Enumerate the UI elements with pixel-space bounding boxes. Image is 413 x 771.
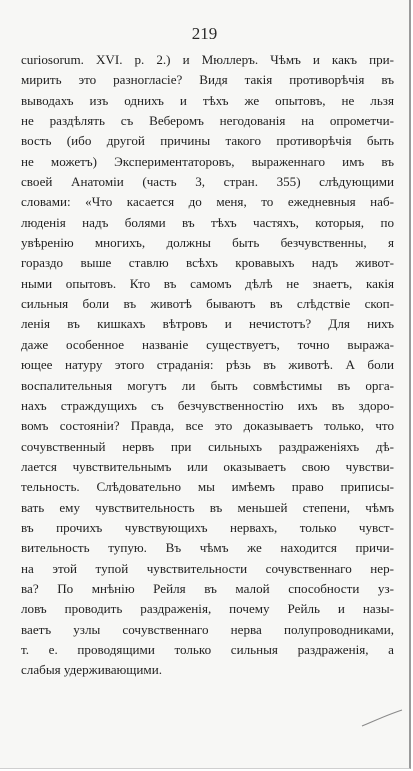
text-line-14: ленія въ кишкахъ вѣтровъ и нечистотъ? Для нихъ: [21, 316, 394, 332]
text-line-25: вительность тупую. Въ чѣмъ же находится причи-: [21, 540, 394, 556]
text-line-8: словами: «Что касается до меня, то ежедневныя наб-: [21, 194, 394, 210]
text-line-4: не раздѣлять съ Веберомъ негодованія на опрометчи-: [21, 113, 394, 129]
text-line-7: своей Анатоміи (часть 3, стран. 355) слѣдующими: [21, 174, 394, 190]
text-line-17: воспалительныя могутъ ли быть совмѣстимы въ орга-: [21, 377, 394, 393]
text-line-9: люденія надъ болями въ тѣхъ частяхъ, которыя, по: [21, 214, 394, 230]
text-line-1: curiosorum. XVI. p. 2.) и Мюллеръ. Чѣмъ и какъ при-: [21, 52, 394, 67]
text-line-19: вомъ состояніи? Правда, все это доказываетъ только, что: [21, 418, 394, 434]
text-line-3: выводахъ изъ однихъ и тѣхъ же опытовъ, не льзя: [21, 92, 394, 108]
text-line-13: сильныя боли въ животѣ бываютъ въ слѣдствіе скоп-: [21, 296, 394, 312]
text-line-15: даже особенное названіе существуетъ, точно выража-: [21, 336, 394, 352]
text-line-18: нахъ страждущихъ съ безчувственностію ихъ въ здоро-: [21, 397, 394, 413]
text-line-27: ва? По мнѣнію Рейля въ малой способности уз-: [21, 580, 394, 596]
text-line-5: вость (ибо другой причины такого противорѣчія быть: [21, 133, 394, 149]
text-line-26: на этой тупой чувствительности сочувственнаго нер-: [21, 560, 394, 576]
text-line-21: лается чувствительнымъ или оказываетъ свою чувстви-: [21, 458, 394, 474]
text-line-20: сочувственный нервъ при сильныхъ раздраженіяхъ дѣ-: [21, 438, 394, 454]
text-line-31: слабыя удерживающими.: [21, 662, 162, 678]
text-line-22: тельность. Слѣдовательно мы имѣемъ право приписы-: [21, 479, 394, 495]
text-line-16: ющее натуру этого страданія: рѣзь въ животѣ. А боли: [21, 357, 394, 373]
text-line-6: не можетъ) Экспериментаторовъ, выраженнаго имъ въ: [21, 153, 394, 169]
text-line-11: гораздо выше ставлю всѣхъ кровавыхъ надъ живот-: [21, 255, 394, 271]
text-line-10: увѣренію многихъ, должны быть безчувственны, я: [21, 235, 394, 251]
body-text: [21, 50, 394, 681]
text-line-24: въ прочихъ чувствующихъ нервахъ, только чувст-: [21, 519, 394, 535]
text-line-12: ными опытовъ. Кто въ самомъ дѣлѣ не знаетъ, какія: [21, 275, 394, 291]
text-line-2: мирить это разногласіе? Видя такія противорѣчія въ: [21, 72, 394, 88]
text-line-23: вать ему чувствительность въ меньшей степени, чѣмъ: [21, 499, 394, 515]
pencil-mark: [360, 708, 404, 728]
page-number: 219: [191, 24, 218, 43]
text-line-28: ловъ проводить раздраженія, почему Рейль и назы-: [21, 601, 394, 617]
text-line-29: ваетъ узлы сочувственнаго нерва полупроводниками,: [21, 621, 394, 637]
text-line-30: т. е. проводящими только сильныя раздраженія, а: [21, 641, 394, 657]
